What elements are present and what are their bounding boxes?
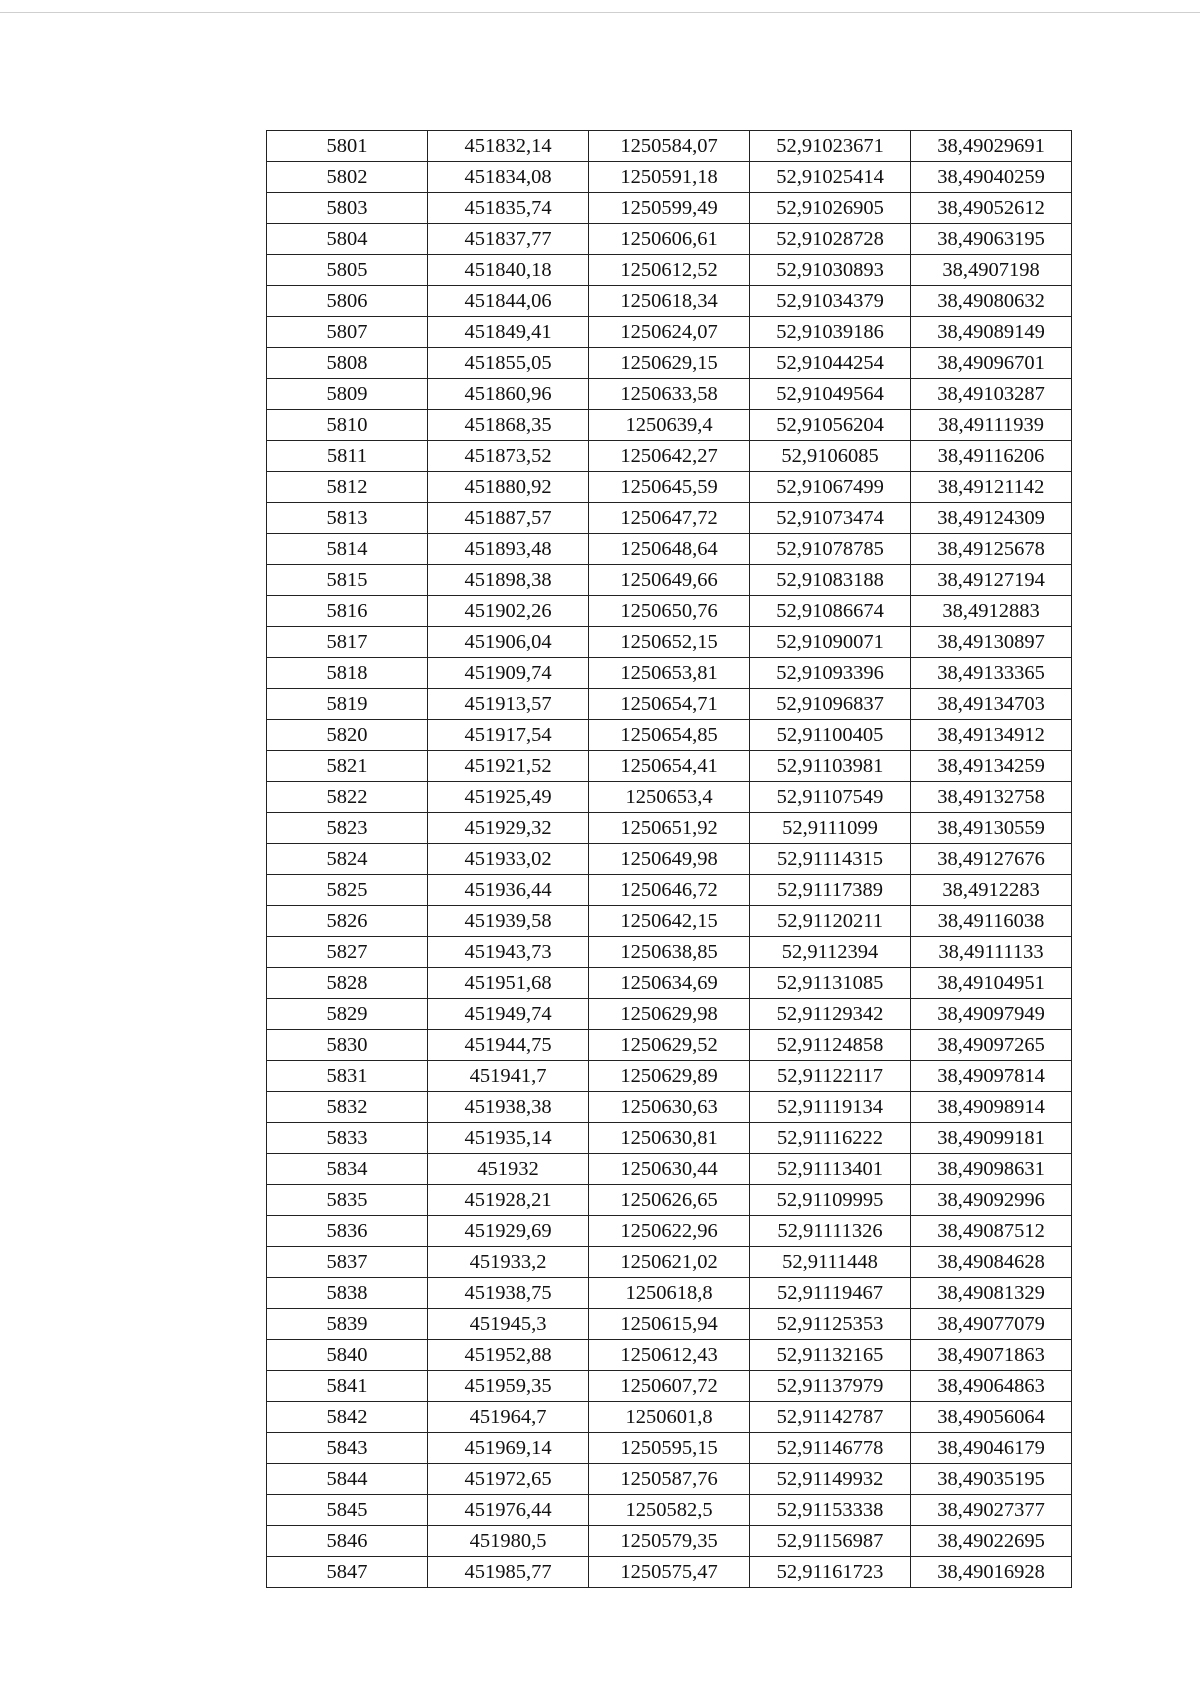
latitude-cell: 52,91153338	[750, 1495, 911, 1526]
point-number-cell: 5824	[267, 844, 428, 875]
latitude-cell: 52,91103981	[750, 751, 911, 782]
latitude-cell: 52,9112394	[750, 937, 911, 968]
y-coordinate-cell: 1250606,61	[589, 224, 750, 255]
table-row	[267, 1557, 1072, 1588]
latitude-cell: 52,91132165	[750, 1340, 911, 1371]
point-number-cell: 5809	[267, 379, 428, 410]
latitude-cell: 52,91073474	[750, 503, 911, 534]
y-coordinate-cell: 1250599,49	[589, 193, 750, 224]
table-row	[267, 782, 1072, 813]
y-coordinate-cell: 1250629,89	[589, 1061, 750, 1092]
longitude-cell: 38,49116206	[911, 441, 1072, 472]
latitude-cell: 52,91156987	[750, 1526, 911, 1557]
y-coordinate-cell: 1250651,92	[589, 813, 750, 844]
latitude-cell: 52,91131085	[750, 968, 911, 999]
x-coordinate-cell: 451860,96	[428, 379, 589, 410]
x-coordinate-cell: 451972,65	[428, 1464, 589, 1495]
point-number-cell: 5822	[267, 782, 428, 813]
longitude-cell: 38,4912283	[911, 875, 1072, 906]
point-number-cell: 5828	[267, 968, 428, 999]
point-number-cell: 5830	[267, 1030, 428, 1061]
table-row	[267, 875, 1072, 906]
y-coordinate-cell: 1250595,15	[589, 1433, 750, 1464]
y-coordinate-cell: 1250630,81	[589, 1123, 750, 1154]
x-coordinate-cell: 451835,74	[428, 193, 589, 224]
x-coordinate-cell: 451868,35	[428, 410, 589, 441]
latitude-cell: 52,9111448	[750, 1247, 911, 1278]
y-coordinate-cell: 1250601,8	[589, 1402, 750, 1433]
point-number-cell: 5812	[267, 472, 428, 503]
x-coordinate-cell: 451844,06	[428, 286, 589, 317]
table-row	[267, 1030, 1072, 1061]
latitude-cell: 52,91034379	[750, 286, 911, 317]
table-row	[267, 441, 1072, 472]
point-number-cell: 5847	[267, 1557, 428, 1588]
x-coordinate-cell: 451832,14	[428, 131, 589, 162]
x-coordinate-cell: 451906,04	[428, 627, 589, 658]
longitude-cell: 38,49084628	[911, 1247, 1072, 1278]
x-coordinate-cell: 451939,58	[428, 906, 589, 937]
table-row	[267, 689, 1072, 720]
table-row	[267, 131, 1072, 162]
latitude-cell: 52,91093396	[750, 658, 911, 689]
table-row	[267, 906, 1072, 937]
x-coordinate-cell: 451898,38	[428, 565, 589, 596]
y-coordinate-cell: 1250647,72	[589, 503, 750, 534]
latitude-cell: 52,91146778	[750, 1433, 911, 1464]
x-coordinate-cell: 451873,52	[428, 441, 589, 472]
table-row	[267, 1340, 1072, 1371]
longitude-cell: 38,49046179	[911, 1433, 1072, 1464]
x-coordinate-cell: 451929,69	[428, 1216, 589, 1247]
x-coordinate-cell: 451945,3	[428, 1309, 589, 1340]
latitude-cell: 52,91049564	[750, 379, 911, 410]
table-row	[267, 813, 1072, 844]
table-row	[267, 1185, 1072, 1216]
x-coordinate-cell: 451913,57	[428, 689, 589, 720]
y-coordinate-cell: 1250584,07	[589, 131, 750, 162]
x-coordinate-cell: 451849,41	[428, 317, 589, 348]
point-number-cell: 5832	[267, 1092, 428, 1123]
longitude-cell: 38,4912883	[911, 596, 1072, 627]
table-row	[267, 844, 1072, 875]
point-number-cell: 5840	[267, 1340, 428, 1371]
table-row	[267, 1216, 1072, 1247]
x-coordinate-cell: 451837,77	[428, 224, 589, 255]
x-coordinate-cell: 451943,73	[428, 937, 589, 968]
longitude-cell: 38,49052612	[911, 193, 1072, 224]
point-number-cell: 5841	[267, 1371, 428, 1402]
y-coordinate-cell: 1250629,52	[589, 1030, 750, 1061]
table-row	[267, 534, 1072, 565]
x-coordinate-cell: 451925,49	[428, 782, 589, 813]
table-row	[267, 410, 1072, 441]
coordinates-table	[266, 130, 1072, 1588]
table-row	[267, 348, 1072, 379]
latitude-cell: 52,91083188	[750, 565, 911, 596]
table-row	[267, 1092, 1072, 1123]
longitude-cell: 38,49132758	[911, 782, 1072, 813]
latitude-cell: 52,91122117	[750, 1061, 911, 1092]
longitude-cell: 38,49081329	[911, 1278, 1072, 1309]
latitude-cell: 52,91025414	[750, 162, 911, 193]
x-coordinate-cell: 451941,7	[428, 1061, 589, 1092]
table-row	[267, 937, 1072, 968]
point-number-cell: 5804	[267, 224, 428, 255]
latitude-cell: 52,91119467	[750, 1278, 911, 1309]
longitude-cell: 38,49092996	[911, 1185, 1072, 1216]
y-coordinate-cell: 1250650,76	[589, 596, 750, 627]
latitude-cell: 52,91078785	[750, 534, 911, 565]
longitude-cell: 38,49125678	[911, 534, 1072, 565]
y-coordinate-cell: 1250638,85	[589, 937, 750, 968]
table-row	[267, 968, 1072, 999]
y-coordinate-cell: 1250626,65	[589, 1185, 750, 1216]
y-coordinate-cell: 1250587,76	[589, 1464, 750, 1495]
table-row	[267, 1526, 1072, 1557]
y-coordinate-cell: 1250575,47	[589, 1557, 750, 1588]
table-row	[267, 565, 1072, 596]
longitude-cell: 38,49035195	[911, 1464, 1072, 1495]
point-number-cell: 5813	[267, 503, 428, 534]
point-number-cell: 5835	[267, 1185, 428, 1216]
x-coordinate-cell: 451949,74	[428, 999, 589, 1030]
table-row	[267, 1278, 1072, 1309]
point-number-cell: 5802	[267, 162, 428, 193]
point-number-cell: 5803	[267, 193, 428, 224]
y-coordinate-cell: 1250624,07	[589, 317, 750, 348]
longitude-cell: 38,49134703	[911, 689, 1072, 720]
table-row	[267, 1402, 1072, 1433]
longitude-cell: 38,49097949	[911, 999, 1072, 1030]
point-number-cell: 5837	[267, 1247, 428, 1278]
y-coordinate-cell: 1250612,43	[589, 1340, 750, 1371]
table-row	[267, 1309, 1072, 1340]
latitude-cell: 52,91119134	[750, 1092, 911, 1123]
x-coordinate-cell: 451887,57	[428, 503, 589, 534]
table-row	[267, 317, 1072, 348]
longitude-cell: 38,49097265	[911, 1030, 1072, 1061]
x-coordinate-cell: 451976,44	[428, 1495, 589, 1526]
point-number-cell: 5838	[267, 1278, 428, 1309]
scan-edge-line	[0, 12, 1200, 13]
x-coordinate-cell: 451935,14	[428, 1123, 589, 1154]
x-coordinate-cell: 451933,2	[428, 1247, 589, 1278]
x-coordinate-cell: 451959,35	[428, 1371, 589, 1402]
table-row	[267, 1123, 1072, 1154]
longitude-cell: 38,49111133	[911, 937, 1072, 968]
y-coordinate-cell: 1250582,5	[589, 1495, 750, 1526]
point-number-cell: 5808	[267, 348, 428, 379]
latitude-cell: 52,9111099	[750, 813, 911, 844]
point-number-cell: 5820	[267, 720, 428, 751]
y-coordinate-cell: 1250622,96	[589, 1216, 750, 1247]
latitude-cell: 52,91117389	[750, 875, 911, 906]
x-coordinate-cell: 451938,75	[428, 1278, 589, 1309]
longitude-cell: 38,49064863	[911, 1371, 1072, 1402]
latitude-cell: 52,91107549	[750, 782, 911, 813]
coordinates-table-body	[267, 131, 1072, 1588]
table-row	[267, 503, 1072, 534]
point-number-cell: 5806	[267, 286, 428, 317]
point-number-cell: 5823	[267, 813, 428, 844]
latitude-cell: 52,91161723	[750, 1557, 911, 1588]
y-coordinate-cell: 1250648,64	[589, 534, 750, 565]
x-coordinate-cell: 451928,21	[428, 1185, 589, 1216]
latitude-cell: 52,91124858	[750, 1030, 911, 1061]
point-number-cell: 5844	[267, 1464, 428, 1495]
longitude-cell: 38,49027377	[911, 1495, 1072, 1526]
latitude-cell: 52,91086674	[750, 596, 911, 627]
point-number-cell: 5836	[267, 1216, 428, 1247]
point-number-cell: 5827	[267, 937, 428, 968]
latitude-cell: 52,91114315	[750, 844, 911, 875]
longitude-cell: 38,49087512	[911, 1216, 1072, 1247]
x-coordinate-cell: 451929,32	[428, 813, 589, 844]
longitude-cell: 38,49127676	[911, 844, 1072, 875]
y-coordinate-cell: 1250654,85	[589, 720, 750, 751]
x-coordinate-cell: 451969,14	[428, 1433, 589, 1464]
longitude-cell: 38,49134912	[911, 720, 1072, 751]
latitude-cell: 52,91137979	[750, 1371, 911, 1402]
longitude-cell: 38,49116038	[911, 906, 1072, 937]
x-coordinate-cell: 451944,75	[428, 1030, 589, 1061]
x-coordinate-cell: 451985,77	[428, 1557, 589, 1588]
longitude-cell: 38,49099181	[911, 1123, 1072, 1154]
x-coordinate-cell: 451932	[428, 1154, 589, 1185]
latitude-cell: 52,91026905	[750, 193, 911, 224]
x-coordinate-cell: 451952,88	[428, 1340, 589, 1371]
point-number-cell: 5815	[267, 565, 428, 596]
point-number-cell: 5810	[267, 410, 428, 441]
point-number-cell: 5807	[267, 317, 428, 348]
table-row	[267, 255, 1072, 286]
table-row	[267, 1464, 1072, 1495]
longitude-cell: 38,49063195	[911, 224, 1072, 255]
latitude-cell: 52,91120211	[750, 906, 911, 937]
table-row	[267, 658, 1072, 689]
point-number-cell: 5845	[267, 1495, 428, 1526]
latitude-cell: 52,91096837	[750, 689, 911, 720]
point-number-cell: 5834	[267, 1154, 428, 1185]
longitude-cell: 38,49133365	[911, 658, 1072, 689]
point-number-cell: 5818	[267, 658, 428, 689]
x-coordinate-cell: 451938,38	[428, 1092, 589, 1123]
table-row	[267, 627, 1072, 658]
longitude-cell: 38,4907198	[911, 255, 1072, 286]
longitude-cell: 38,49130559	[911, 813, 1072, 844]
point-number-cell: 5811	[267, 441, 428, 472]
y-coordinate-cell: 1250618,8	[589, 1278, 750, 1309]
latitude-cell: 52,91090071	[750, 627, 911, 658]
point-number-cell: 5825	[267, 875, 428, 906]
table-row	[267, 751, 1072, 782]
x-coordinate-cell: 451834,08	[428, 162, 589, 193]
y-coordinate-cell: 1250629,98	[589, 999, 750, 1030]
x-coordinate-cell: 451893,48	[428, 534, 589, 565]
y-coordinate-cell: 1250621,02	[589, 1247, 750, 1278]
table-row	[267, 1433, 1072, 1464]
x-coordinate-cell: 451880,92	[428, 472, 589, 503]
latitude-cell: 52,9106085	[750, 441, 911, 472]
y-coordinate-cell: 1250630,44	[589, 1154, 750, 1185]
point-number-cell: 5831	[267, 1061, 428, 1092]
y-coordinate-cell: 1250642,27	[589, 441, 750, 472]
longitude-cell: 38,49134259	[911, 751, 1072, 782]
x-coordinate-cell: 451855,05	[428, 348, 589, 379]
point-number-cell: 5843	[267, 1433, 428, 1464]
table-row	[267, 224, 1072, 255]
latitude-cell: 52,91100405	[750, 720, 911, 751]
longitude-cell: 38,49022695	[911, 1526, 1072, 1557]
x-coordinate-cell: 451964,7	[428, 1402, 589, 1433]
longitude-cell: 38,49104951	[911, 968, 1072, 999]
latitude-cell: 52,91109995	[750, 1185, 911, 1216]
point-number-cell: 5819	[267, 689, 428, 720]
latitude-cell: 52,91125353	[750, 1309, 911, 1340]
longitude-cell: 38,49089149	[911, 317, 1072, 348]
longitude-cell: 38,49103287	[911, 379, 1072, 410]
longitude-cell: 38,49124309	[911, 503, 1072, 534]
point-number-cell: 5839	[267, 1309, 428, 1340]
point-number-cell: 5814	[267, 534, 428, 565]
point-number-cell: 5826	[267, 906, 428, 937]
y-coordinate-cell: 1250633,58	[589, 379, 750, 410]
latitude-cell: 52,91023671	[750, 131, 911, 162]
latitude-cell: 52,91111326	[750, 1216, 911, 1247]
latitude-cell: 52,91030893	[750, 255, 911, 286]
y-coordinate-cell: 1250652,15	[589, 627, 750, 658]
y-coordinate-cell: 1250653,4	[589, 782, 750, 813]
point-number-cell: 5842	[267, 1402, 428, 1433]
y-coordinate-cell: 1250646,72	[589, 875, 750, 906]
table-row	[267, 1247, 1072, 1278]
y-coordinate-cell: 1250591,18	[589, 162, 750, 193]
point-number-cell: 5801	[267, 131, 428, 162]
y-coordinate-cell: 1250618,34	[589, 286, 750, 317]
latitude-cell: 52,91056204	[750, 410, 911, 441]
y-coordinate-cell: 1250649,98	[589, 844, 750, 875]
table-row	[267, 999, 1072, 1030]
table-row	[267, 193, 1072, 224]
y-coordinate-cell: 1250579,35	[589, 1526, 750, 1557]
y-coordinate-cell: 1250629,15	[589, 348, 750, 379]
longitude-cell: 38,49080632	[911, 286, 1072, 317]
y-coordinate-cell: 1250639,4	[589, 410, 750, 441]
y-coordinate-cell: 1250654,41	[589, 751, 750, 782]
point-number-cell: 5833	[267, 1123, 428, 1154]
x-coordinate-cell: 451921,52	[428, 751, 589, 782]
point-number-cell: 5805	[267, 255, 428, 286]
longitude-cell: 38,49016928	[911, 1557, 1072, 1588]
y-coordinate-cell: 1250649,66	[589, 565, 750, 596]
table-row	[267, 1495, 1072, 1526]
point-number-cell: 5821	[267, 751, 428, 782]
x-coordinate-cell: 451902,26	[428, 596, 589, 627]
table-row	[267, 720, 1072, 751]
x-coordinate-cell: 451951,68	[428, 968, 589, 999]
point-number-cell: 5816	[267, 596, 428, 627]
y-coordinate-cell: 1250642,15	[589, 906, 750, 937]
longitude-cell: 38,49098914	[911, 1092, 1072, 1123]
y-coordinate-cell: 1250654,71	[589, 689, 750, 720]
longitude-cell: 38,49029691	[911, 131, 1072, 162]
point-number-cell: 5846	[267, 1526, 428, 1557]
x-coordinate-cell: 451936,44	[428, 875, 589, 906]
y-coordinate-cell: 1250653,81	[589, 658, 750, 689]
longitude-cell: 38,49111939	[911, 410, 1072, 441]
table-row	[267, 596, 1072, 627]
y-coordinate-cell: 1250630,63	[589, 1092, 750, 1123]
table-row	[267, 286, 1072, 317]
longitude-cell: 38,49071863	[911, 1340, 1072, 1371]
table-row	[267, 1154, 1072, 1185]
x-coordinate-cell: 451933,02	[428, 844, 589, 875]
longitude-cell: 38,49096701	[911, 348, 1072, 379]
y-coordinate-cell: 1250634,69	[589, 968, 750, 999]
point-number-cell: 5817	[267, 627, 428, 658]
latitude-cell: 52,91129342	[750, 999, 911, 1030]
latitude-cell: 52,91113401	[750, 1154, 911, 1185]
table-row	[267, 162, 1072, 193]
longitude-cell: 38,49121142	[911, 472, 1072, 503]
longitude-cell: 38,49056064	[911, 1402, 1072, 1433]
latitude-cell: 52,91149932	[750, 1464, 911, 1495]
x-coordinate-cell: 451980,5	[428, 1526, 589, 1557]
y-coordinate-cell: 1250612,52	[589, 255, 750, 286]
latitude-cell: 52,91142787	[750, 1402, 911, 1433]
x-coordinate-cell: 451840,18	[428, 255, 589, 286]
y-coordinate-cell: 1250615,94	[589, 1309, 750, 1340]
latitude-cell: 52,91044254	[750, 348, 911, 379]
latitude-cell: 52,91039186	[750, 317, 911, 348]
latitude-cell: 52,91067499	[750, 472, 911, 503]
latitude-cell: 52,91028728	[750, 224, 911, 255]
longitude-cell: 38,49097814	[911, 1061, 1072, 1092]
longitude-cell: 38,49098631	[911, 1154, 1072, 1185]
table-row	[267, 1371, 1072, 1402]
longitude-cell: 38,49130897	[911, 627, 1072, 658]
x-coordinate-cell: 451917,54	[428, 720, 589, 751]
y-coordinate-cell: 1250645,59	[589, 472, 750, 503]
longitude-cell: 38,49127194	[911, 565, 1072, 596]
longitude-cell: 38,49040259	[911, 162, 1072, 193]
longitude-cell: 38,49077079	[911, 1309, 1072, 1340]
latitude-cell: 52,91116222	[750, 1123, 911, 1154]
table-row	[267, 472, 1072, 503]
y-coordinate-cell: 1250607,72	[589, 1371, 750, 1402]
x-coordinate-cell: 451909,74	[428, 658, 589, 689]
table-row	[267, 1061, 1072, 1092]
point-number-cell: 5829	[267, 999, 428, 1030]
table-row	[267, 379, 1072, 410]
